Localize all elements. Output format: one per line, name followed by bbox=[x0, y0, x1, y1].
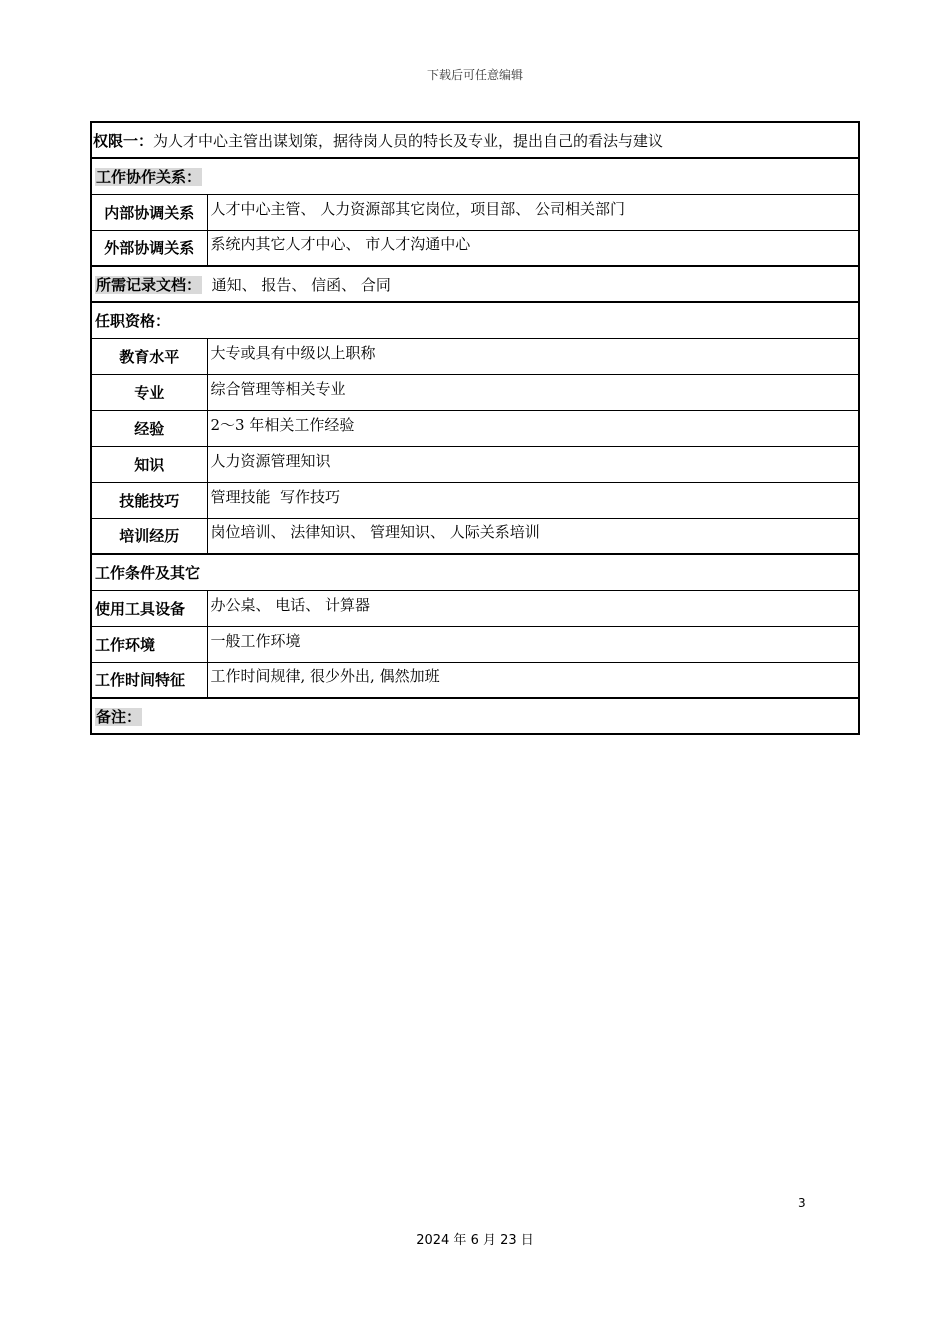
internal-coordination-value: 人才中心主管、 人力资源部其它岗位，项目部、 公司相关部门 bbox=[210, 199, 626, 218]
page-number: 3 bbox=[798, 1196, 806, 1210]
skills-label: 技能技巧 bbox=[91, 482, 207, 518]
authority-label: 权限一： bbox=[93, 131, 154, 150]
remarks-label: 备注： bbox=[96, 707, 142, 726]
page-footer-date: 2024 年 6 月 23 日 bbox=[416, 1233, 534, 1248]
conditions-title-row bbox=[91, 554, 859, 590]
education-value: 大专或具有中级以上职称 bbox=[210, 343, 376, 362]
table-row bbox=[91, 446, 859, 482]
collaboration-title-row bbox=[91, 158, 859, 194]
knowledge-value: 人力资源管理知识 bbox=[210, 451, 331, 470]
table-row bbox=[91, 590, 859, 626]
collaboration-title: 工作协作关系： bbox=[96, 167, 202, 186]
knowledge-label: 知识 bbox=[91, 446, 207, 482]
records-label: 所需记录文档： bbox=[96, 275, 202, 294]
work-time-value: 工作时间规律, 很少外出, 偶然加班 bbox=[210, 667, 440, 686]
records-row bbox=[91, 266, 859, 302]
major-value: 综合管理等相关专业 bbox=[210, 379, 346, 398]
external-coordination-label: 外部协调关系 bbox=[91, 230, 207, 266]
table-row bbox=[91, 194, 859, 230]
education-label: 教育水平 bbox=[91, 338, 207, 374]
internal-coordination-label: 内部协调关系 bbox=[91, 194, 207, 230]
tools-label: 使用工具设备 bbox=[91, 590, 207, 626]
work-time-label: 工作时间特征 bbox=[91, 662, 207, 698]
authority-row bbox=[91, 122, 859, 158]
table-row bbox=[91, 230, 859, 266]
training-value: 岗位培训、 法律知识、 管理知识、 人际关系培训 bbox=[210, 523, 540, 542]
table-row bbox=[91, 662, 859, 698]
page-header: 下载后可任意编辑 bbox=[426, 68, 523, 82]
qualifications-title: 任职资格： bbox=[95, 311, 171, 330]
remarks-row bbox=[91, 698, 859, 734]
tools-value: 办公桌、 电话、 计算器 bbox=[210, 595, 371, 614]
environment-label: 工作环境 bbox=[91, 626, 207, 662]
environment-value: 一般工作环境 bbox=[210, 631, 301, 650]
training-label: 培训经历 bbox=[91, 518, 207, 554]
records-value: 通知、 报告、 信函、 合同 bbox=[211, 275, 391, 294]
job-description-table bbox=[90, 121, 860, 735]
major-label: 专业 bbox=[91, 374, 207, 410]
table-row bbox=[91, 482, 859, 518]
table-row bbox=[91, 338, 859, 374]
experience-label: 经验 bbox=[91, 410, 207, 446]
table-row bbox=[91, 518, 859, 554]
table-row bbox=[91, 410, 859, 446]
table-row bbox=[91, 374, 859, 410]
experience-value: 2～3 年相关工作经验 bbox=[210, 415, 355, 434]
qualifications-title-row bbox=[91, 302, 859, 338]
external-coordination-value: 系统内其它人才中心、 市人才沟通中心 bbox=[210, 235, 471, 254]
skills-value: 管理技能 写作技巧 bbox=[210, 487, 341, 506]
conditions-title: 工作条件及其它 bbox=[95, 563, 201, 582]
authority-text: 为人才中心主管出谋划策，据待岗人员的特长及专业，提出自己的看法与建议 bbox=[153, 131, 664, 150]
table-row bbox=[91, 626, 859, 662]
